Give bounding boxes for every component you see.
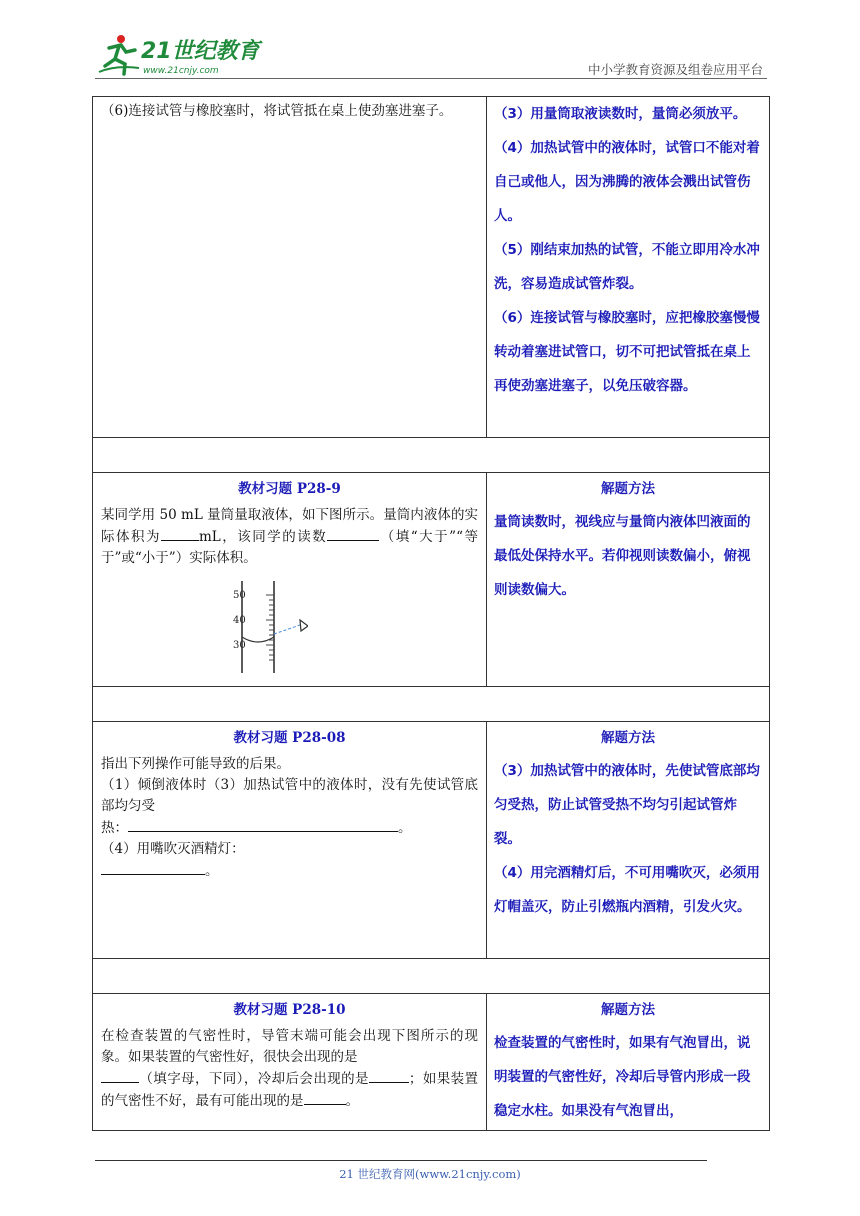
answer-item: （4）加热试管中的液体时，试管口不能对着自己或他人，因为沸腾的液体会溅出试管伤人。 — [494, 140, 760, 224]
eye-icon — [300, 620, 308, 631]
cell-left — [93, 722, 487, 959]
exercise-title: 教材习题 P28-9 — [238, 481, 341, 497]
method-title: 解题方法 — [601, 1002, 655, 1018]
method-title: 解题方法 — [601, 481, 655, 497]
cell-right — [487, 722, 770, 959]
cell-right — [487, 473, 770, 687]
answer-blank[interactable] — [369, 1068, 409, 1083]
answer-blank[interactable] — [327, 526, 379, 541]
sight-line — [274, 625, 300, 634]
page-footer: 21 世纪教育网(www.21cnjy.com) — [339, 1167, 521, 1181]
table-row — [93, 994, 770, 1131]
answer-item: （3）用量筒取液读数时，量筒必须放平。 — [494, 106, 747, 122]
method-text: 检查装置的气密性时，如果有气泡冒出，说明装置的气密性好，冷却后导管内形成一段稳定水柱。如果没有气泡冒出， — [494, 1035, 751, 1119]
svg-text:www.21cnjy.com: www.21cnjy.com — [143, 66, 219, 76]
content-table — [92, 96, 770, 1131]
spacer-row — [93, 687, 770, 722]
liquid-meniscus — [242, 637, 274, 642]
table-row — [93, 473, 770, 687]
answer-item: （5）刚结束加热的试管，不能立即用冷水冲洗，容易造成试管炸裂。 — [494, 242, 760, 292]
runner-icon — [99, 35, 139, 74]
question-text: 指出下列操作可能导致的后果。 （1）倾倒液体时（3）加热试管中的液体时，没有先使试管底部均匀受 热： 。 （4）用嘴吹灭酒精灯： 。 — [101, 756, 478, 879]
answer-blank[interactable] — [161, 526, 199, 541]
answer-blank[interactable] — [304, 1090, 346, 1105]
method-text — [487, 754, 769, 924]
spacer-row — [93, 959, 770, 994]
answer-text — [487, 97, 769, 403]
answer-blank[interactable] — [101, 860, 205, 875]
question-text: 某同学用 50 mL 量筒量取液体，如下图所示。量筒内液体的实际体积为 mL，该同学的读数 （填“大于”“等于”或“小于”）实际体积。 — [101, 507, 478, 566]
cell-right — [487, 97, 770, 438]
platform-name: 中小学教育资源及组卷应用平台 — [587, 62, 763, 77]
tick-label: 50 — [233, 590, 246, 601]
table-row — [93, 97, 770, 438]
tick-label: 40 — [233, 615, 246, 626]
method-text: 量筒读数时，视线应与量筒内液体凹液面的最低处保持水平。若仰视则读数偏小，俯视则读数偏大。 — [494, 514, 751, 598]
site-logo — [95, 32, 265, 78]
table-row — [93, 722, 770, 959]
graduated-cylinder-figure — [228, 579, 308, 675]
answer-item: （6）连接试管与橡胶塞时，应把橡胶塞慢慢转动着塞进试管口，切不可把试管抵在桌上再使劲塞进塞子，以免压破容器。 — [494, 310, 760, 394]
question-text: 在检查装置的气密性时，导管末端可能会出现下图所示的现象。如果装置的气密性好，很快会出现的是 （填字母，下同），冷却后会出现的是 ；如果装置的气密性不好，最有可能出现的是 。 — [101, 1028, 479, 1109]
cell-left — [93, 97, 487, 438]
svg-text:21世纪教育: 21世纪教育 — [141, 39, 260, 64]
spacer-row — [93, 438, 770, 473]
header-divider — [95, 78, 767, 79]
method-title: 解题方法 — [601, 730, 655, 746]
question-text: （6)连接试管与橡胶塞时，将试管抵在桌上使劲塞进塞子。 — [101, 103, 453, 119]
method-item: （3）加热试管中的液体时，先使试管底部均匀受热，防止试管受热不均匀引起试管炸裂。 — [494, 763, 760, 847]
answer-blank[interactable] — [101, 1068, 139, 1083]
answer-blank[interactable] — [128, 817, 398, 832]
cell-left — [93, 473, 487, 687]
exercise-title: 教材习题 P28-08 — [233, 730, 346, 746]
cell-right — [487, 994, 770, 1131]
tick-label: 30 — [233, 640, 246, 651]
cell-left — [93, 994, 487, 1131]
method-item: （4）用完酒精灯后，不可用嘴吹灭，必须用灯帽盖灭，防止引燃瓶内酒精，引发火灾。 — [494, 865, 760, 915]
footer-divider — [95, 1160, 707, 1161]
page-header — [95, 30, 767, 80]
exercise-title: 教材习题 P28-10 — [233, 1002, 346, 1018]
